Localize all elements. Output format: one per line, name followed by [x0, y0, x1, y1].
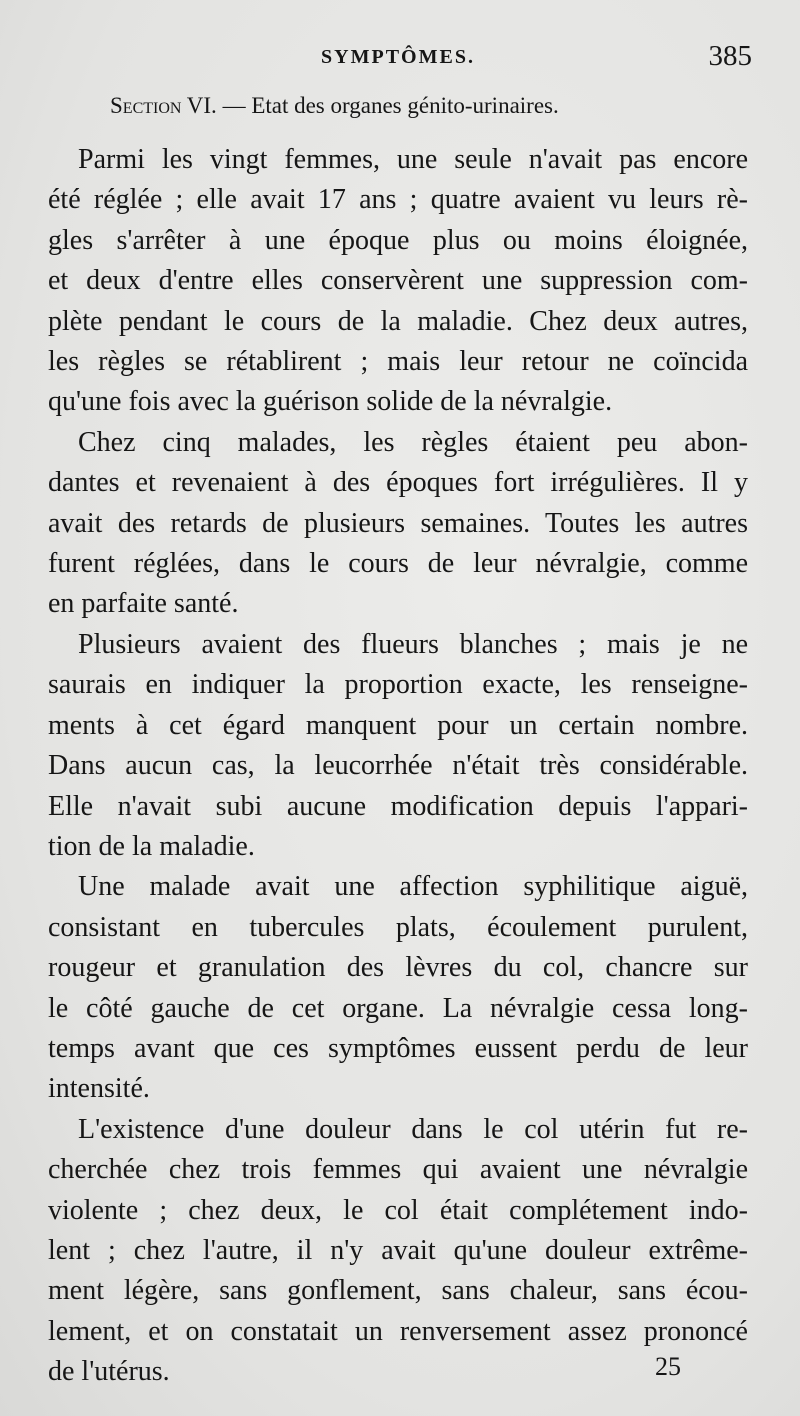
text-line: Chez cinq malades, les règles étaient peu abon- — [78, 426, 748, 458]
text-line: saurais en indiquer la proportion exacte, les renseigne- — [48, 669, 748, 701]
text-line: lement, et on constatait un renversement assez prononcé — [48, 1315, 748, 1347]
text-line: été réglée ; elle avait 17 ans ; quatre avaient vu leurs rè- — [48, 184, 748, 216]
text-line: Elle n'avait subi aucune modification depuis l'appari- — [48, 790, 748, 822]
text-line: les règles se rétablirent ; mais leur retour ne coïncida — [48, 346, 748, 378]
text-line: ment légère, sans gonflement, sans chaleur, sans écou- — [48, 1275, 748, 1307]
paragraph — [48, 867, 748, 1109]
text-line: violente ; chez deux, le col était complétement indo- — [48, 1194, 748, 1226]
section-heading — [110, 93, 559, 119]
text-line: consistant en tubercules plats, écoulement purulent, — [48, 911, 748, 943]
text-line: temps avant que ces symptômes eussent perdu de leur — [48, 1032, 748, 1064]
text-line: dantes et revenaient à des époques fort irrégulières. Il y — [48, 467, 748, 499]
page-number: 385 — [708, 40, 752, 72]
text-line: tion de la maladie. — [48, 830, 255, 862]
text-line: cherchée chez trois femmes qui avaient une névralgie — [48, 1154, 748, 1186]
text-line: et deux d'entre elles conservèrent une suppression com- — [48, 265, 748, 297]
text-line: qu'une fois avec la guérison solide de la névralgie. — [48, 386, 613, 418]
text-line: Une malade avait une affection syphilitique aiguë, — [78, 871, 748, 903]
text-line: en parfaite santé. — [48, 588, 239, 620]
body-text — [48, 140, 748, 1393]
text-line: le côté gauche de cet organe. La névralgie cessa long- — [48, 992, 748, 1024]
text-line: lent ; chez l'autre, il n'y avait qu'une douleur extrême- — [48, 1234, 748, 1266]
section-label: Section VI. — [110, 93, 217, 118]
paragraph — [48, 140, 748, 423]
text-line: plète pendant le cours de la maladie. Chez deux autres, — [48, 305, 748, 337]
text-line: ments à cet égard manquent pour un certain nombre. — [48, 709, 748, 741]
running-head: SYMPTÔMES. — [321, 46, 475, 68]
text-line: de l'utérus. — [48, 1356, 170, 1388]
text-line: L'existence d'une douleur dans le col utérin fut re- — [78, 1113, 748, 1145]
section-title: — Etat des organes génito-urinaires. — [222, 93, 559, 118]
text-line: avait des retards de plusieurs semaines. Toutes les autres — [48, 507, 748, 539]
text-line: Plusieurs avaient des flueurs blanches ; mais je ne — [78, 628, 748, 660]
text-line: gles s'arrêter à une époque plus ou moins éloignée, — [48, 224, 748, 256]
page-header — [48, 40, 752, 80]
text-line: rougeur et granulation des lèvres du col, chancre sur — [48, 952, 748, 984]
text-line: Parmi les vingt femmes, une seule n'avait pas encore — [78, 144, 748, 175]
paragraph — [48, 423, 748, 625]
text-line: intensité. — [48, 1073, 150, 1105]
text-line: Dans aucun cas, la leucorrhée n'était très considérable. — [48, 750, 748, 782]
text-line: furent réglées, dans le cours de leur névralgie, comme — [48, 548, 748, 580]
paragraph — [48, 625, 748, 867]
signature-mark: 25 — [655, 1352, 681, 1381]
paragraph — [48, 1110, 748, 1393]
